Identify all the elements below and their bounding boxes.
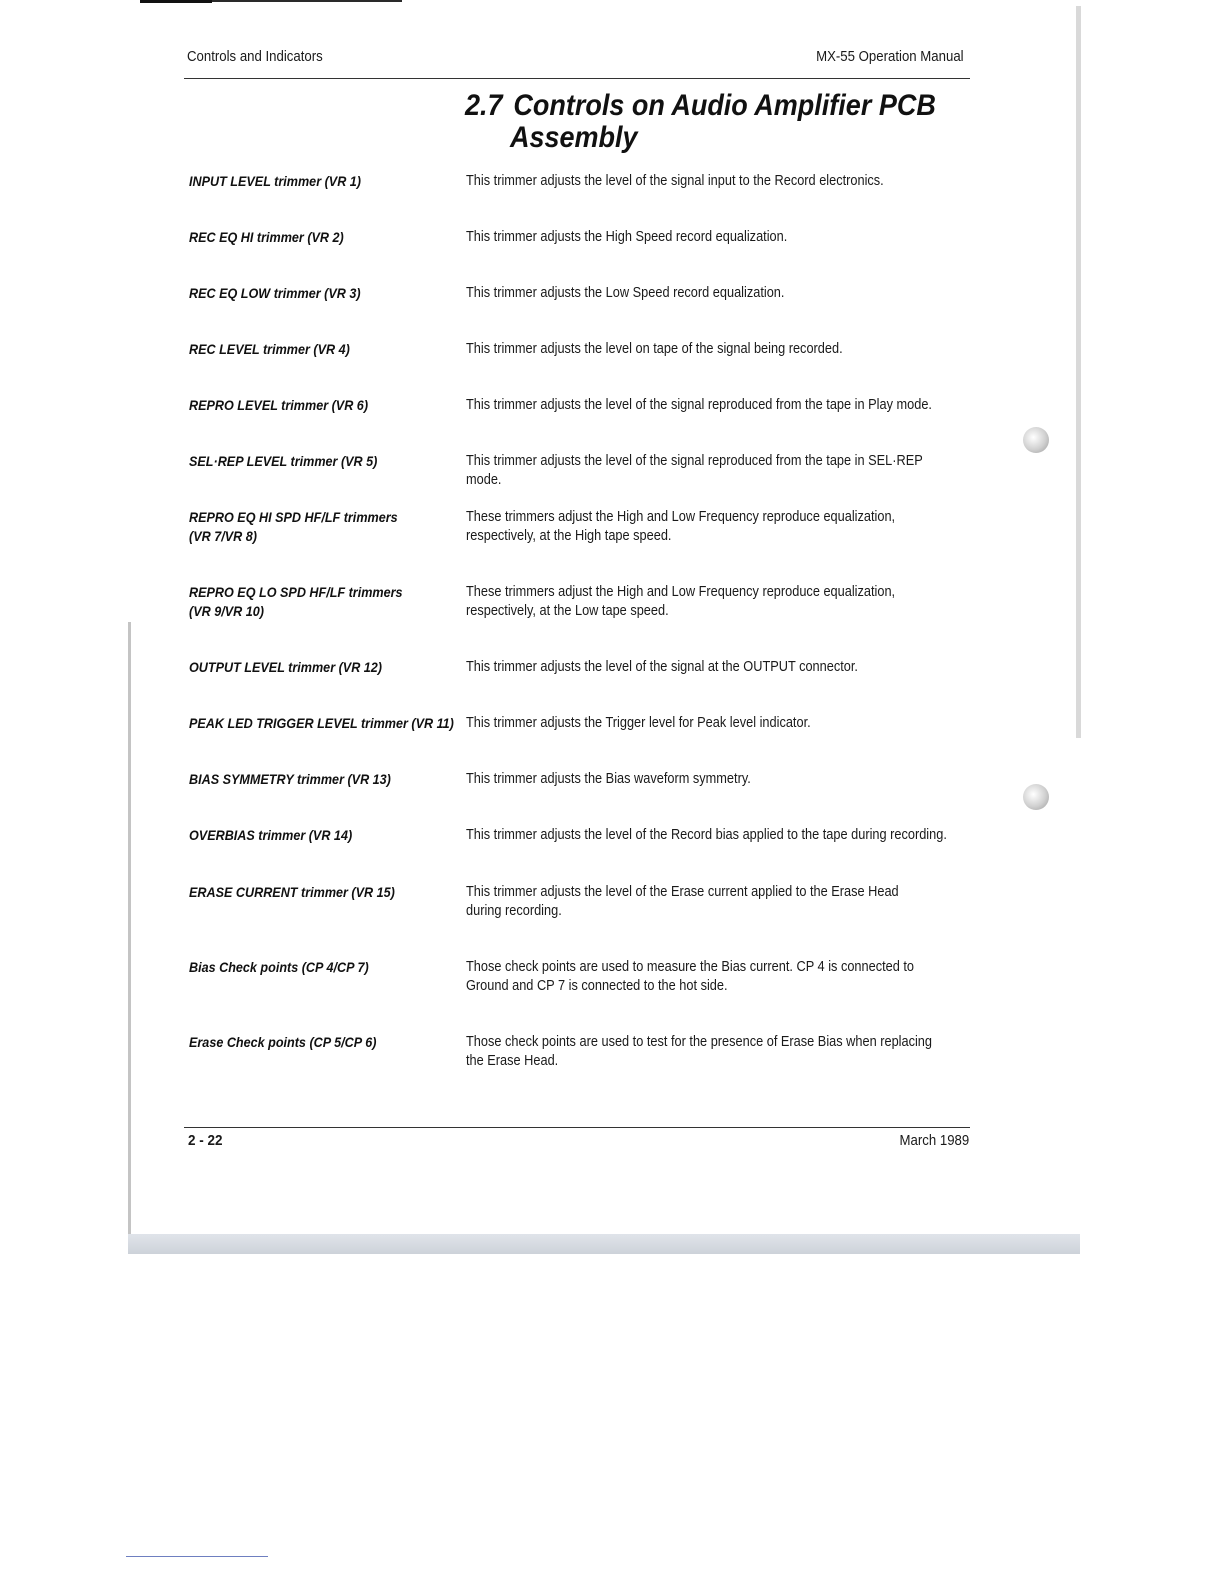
control-term: PEAK LED TRIGGER LEVEL trimmer (VR 11) [189, 715, 454, 731]
binder-hole [1023, 427, 1049, 453]
control-term: REPRO LEVEL trimmer (VR 6) [189, 397, 369, 413]
control-term: ERASE CURRENT trimmer (VR 15) [189, 884, 395, 900]
control-term: INPUT LEVEL trimmer (VR 1) [189, 173, 362, 189]
page-title [465, 90, 951, 154]
control-description: This trimmer adjusts the Trigger level for Peak level indicator. [466, 715, 811, 731]
control-term: REC EQ LOW trimmer (VR 3) [189, 285, 361, 301]
control-description: This trimmer adjusts the Bias waveform symmetry. [466, 771, 751, 787]
control-description: These trimmers adjust the High and Low Frequency reproduce equalization, respectively, at the High tape speed. [466, 509, 896, 544]
footer-date: March 1989 [899, 1132, 969, 1149]
scan-bottom-band [128, 1234, 1080, 1254]
control-description: This trimmer adjusts the level on tape of the signal being recorded. [466, 341, 843, 357]
control-term: REPRO EQ LO SPD HF/LF trimmers (VR 9/VR 10) [189, 584, 403, 619]
control-description: This trimmer adjusts the level of the signal at the OUTPUT connector. [466, 659, 858, 675]
control-term: OUTPUT LEVEL trimmer (VR 12) [189, 659, 383, 675]
control-description: These trimmers adjust the High and Low Frequency reproduce equalization, respectively, at the Low tape speed. [466, 584, 896, 619]
control-term: BIAS SYMMETRY trimmer (VR 13) [189, 771, 391, 787]
scan-right-edge [1076, 6, 1081, 738]
title-line-1: Controls on Audio Amplifier PCB [513, 89, 936, 122]
control-term: Bias Check points (CP 4/CP 7) [189, 959, 369, 975]
header-rule [184, 78, 970, 79]
footer-rule [184, 1127, 970, 1128]
page-number: 2 - 22 [188, 1132, 223, 1149]
control-description: This trimmer adjusts the level of the signal reproduced from the tape in Play mode. [466, 397, 932, 413]
header-section-title: Controls and Indicators [187, 48, 323, 65]
scan-bottom-line [126, 1556, 268, 1557]
scan-left-edge [128, 622, 131, 1247]
control-description: This trimmer adjusts the level of the signal input to the Record electronics. [466, 173, 884, 189]
control-description: Those check points are used to measure the Bias current. CP 4 is connected to Ground and CP 7 is connected to the hot side. [466, 959, 915, 994]
control-description: This trimmer adjusts the level of the signal reproduced from the tape in SEL·REP mode. [466, 453, 923, 488]
control-description: This trimmer adjusts the level of the Record bias applied to the tape during recording. [466, 827, 947, 843]
control-description: This trimmer adjusts the High Speed record equalization. [466, 229, 788, 245]
header-manual-title: MX-55 Operation Manual [816, 48, 964, 65]
control-term: REC LEVEL trimmer (VR 4) [189, 341, 350, 357]
title-line-2: Assembly [510, 121, 638, 154]
control-term: OVERBIAS trimmer (VR 14) [189, 827, 353, 843]
control-description: This trimmer adjusts the Low Speed record equalization. [466, 285, 785, 301]
control-term: SEL·REP LEVEL trimmer (VR 5) [189, 453, 378, 469]
binder-hole [1023, 784, 1049, 810]
control-term: REPRO EQ HI SPD HF/LF trimmers (VR 7/VR 8) [189, 509, 398, 544]
control-description: Those check points are used to test for the presence of Erase Bias when replacing the Erase Head. [466, 1034, 933, 1069]
control-term: REC EQ HI trimmer (VR 2) [189, 229, 344, 245]
section-number: 2.7 [465, 89, 503, 122]
control-description: This trimmer adjusts the level of the Erase current applied to the Erase Head during recording. [466, 884, 899, 919]
scan-edge-mark [140, 0, 212, 3]
control-term: Erase Check points (CP 5/CP 6) [189, 1034, 377, 1050]
